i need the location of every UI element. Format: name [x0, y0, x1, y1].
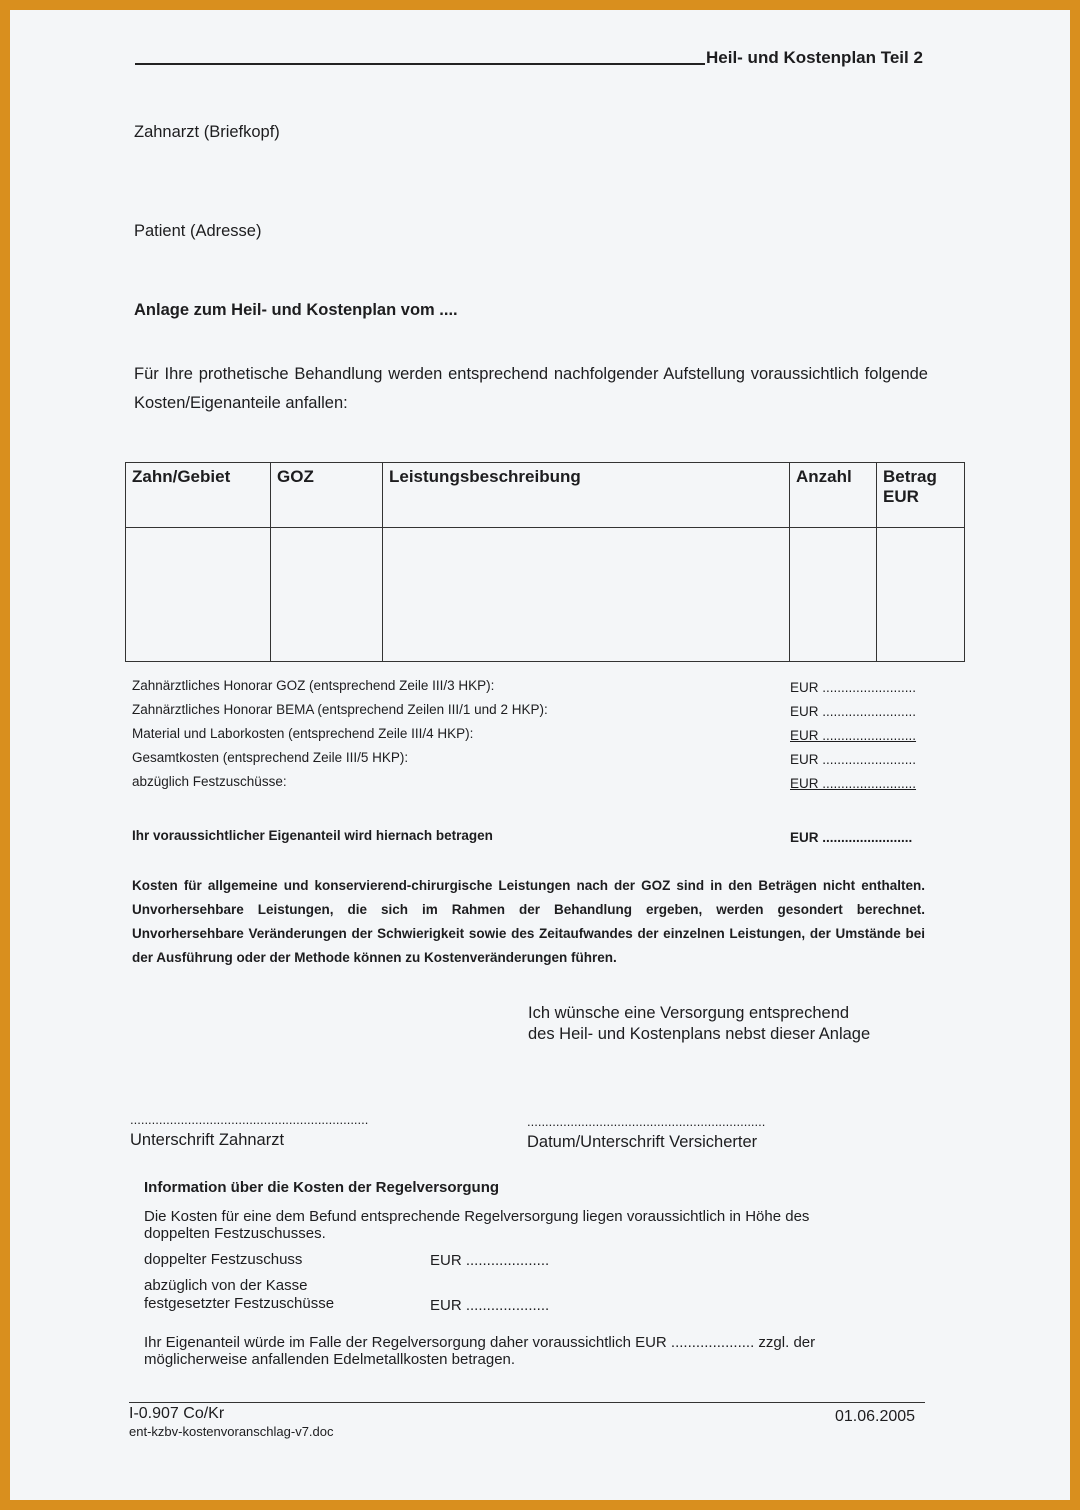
own-share-label: Ihr voraussichtlicher Eigenanteil wird hiernach betragen — [132, 828, 493, 843]
own-share-text-line: möglicherweise anfallenden Edelmetallkosten betragen. — [144, 1351, 516, 1368]
own-share-value[interactable]: EUR ........................ — [790, 830, 913, 845]
cost-disclaimer-note: Kosten für allgemeine und konservierend-chirurgische Leistungen nach der GOZ sind in den Beträgen nicht enthalten. Unvorhersehbare Leistungen, die sich im Rahmen der Behandlung ergeben, werden gesondert berechnet. Unvorhersehbare Veränderungen der Schwierigkeit sowie des Zeitaufwandes der einzelnen Leistungen, der Umstände bei der Ausführung oder der Methode können zu Kostenveränderungen führen. — [132, 878, 925, 965]
deduct-label-line: festgesetzter Festzuschüsse — [144, 1295, 335, 1312]
cell-goz[interactable] — [271, 528, 383, 662]
dentist-letterhead-label: Zahnarzt (Briefkopf) — [134, 123, 280, 141]
cell-amount[interactable] — [877, 528, 965, 662]
column-header-goz: GOZ — [271, 463, 383, 528]
column-header-tooth: Zahn/Gebiet — [126, 463, 271, 528]
cost-line-value[interactable]: EUR ......................... — [790, 776, 917, 791]
double-subsidy-value[interactable]: EUR .................... — [430, 1252, 550, 1269]
footer-rule — [129, 1402, 925, 1403]
insured-signature-field[interactable]: .................................................................. — [527, 1114, 766, 1129]
cost-line-value[interactable]: EUR ......................... — [790, 704, 917, 719]
consent-line: Ich wünsche eine Versorgung entsprechend — [528, 1004, 850, 1022]
cell-quantity[interactable] — [790, 528, 877, 662]
info-text — [144, 1208, 809, 1242]
own-share-text-line: Ihr Eigenanteil würde im Falle der Regelversorgung daher voraussichtlich EUR .................... zzgl. der — [144, 1334, 816, 1351]
consent-line: des Heil- und Kostenplans nebst dieser Anlage — [528, 1025, 871, 1043]
cost-line-goz — [132, 678, 926, 698]
cost-line-material — [132, 726, 926, 746]
info-text-line: Die Kosten für eine dem Befund entsprechende Regelversorgung liegen voraussichtlich in Höhe des — [144, 1208, 810, 1225]
column-header-quantity: Anzahl — [790, 463, 877, 528]
cost-line-total — [132, 750, 926, 770]
cost-line-label: abzüglich Festzuschüsse: — [132, 774, 287, 789]
deduct-label-line: abzüglich von der Kasse — [144, 1277, 308, 1294]
cost-table — [125, 462, 965, 662]
cost-line-label: Gesamtkosten (entsprechend Zeile III/5 HKP): — [132, 750, 409, 765]
info-text-line: doppelten Festzuschusses. — [144, 1225, 326, 1242]
deduct-subsidy-value[interactable]: EUR .................... — [430, 1297, 550, 1314]
cost-line-label: Material und Laborkosten (entsprechend Zeile III/4 HKP): — [132, 726, 474, 741]
header-rule — [135, 63, 705, 65]
dentist-signature-label: Unterschrift Zahnarzt — [130, 1131, 285, 1149]
cost-line-value[interactable]: EUR ......................... — [790, 752, 917, 767]
cost-line-bema — [132, 702, 926, 722]
own-share-line — [132, 828, 926, 848]
dentist-signature-field[interactable]: .................................................................. — [130, 1112, 369, 1127]
footer-filename: ent-kzbv-kostenvoranschlag-v7.doc — [129, 1424, 334, 1439]
column-header-description: Leistungsbeschreibung — [383, 463, 790, 528]
consent-statement — [528, 1003, 870, 1045]
table-header-row — [126, 463, 965, 528]
cell-description[interactable] — [383, 528, 790, 662]
column-header-amount: Betrag EUR — [877, 463, 965, 528]
footer-date: 01.06.2005 — [835, 1408, 916, 1425]
patient-address-label: Patient (Adresse) — [134, 222, 262, 240]
cost-line-value[interactable]: EUR ......................... — [790, 728, 917, 743]
double-subsidy-label: doppelter Festzuschuss — [144, 1251, 303, 1268]
cost-line-subsidies — [132, 774, 926, 794]
document-page — [10, 10, 1070, 1500]
insured-signature-label: Datum/Unterschrift Versicherter — [527, 1133, 758, 1151]
intro-text: Für Ihre prothetische Behandlung werden entsprechend nachfolgender Aufstellung voraussichtlich folgende Kosten/Eigenanteile anfallen: — [134, 365, 928, 412]
deduct-subsidy-label — [144, 1277, 334, 1313]
footer-code: I-0.907 Co/Kr — [129, 1405, 225, 1422]
table-row — [126, 528, 965, 662]
cost-line-value[interactable]: EUR ......................... — [790, 680, 917, 695]
page-title: Heil- und Kostenplan Teil 2 — [706, 48, 923, 67]
info-title: Information über die Kosten der Regelversorgung — [144, 1179, 500, 1196]
cost-line-label: Zahnärztliches Honorar GOZ (entsprechend Zeile III/3 HKP): — [132, 678, 495, 693]
cost-line-label: Zahnärztliches Honorar BEMA (entsprechend Zeilen III/1 und 2 HKP): — [132, 702, 548, 717]
annex-title: Anlage zum Heil- und Kostenplan vom .... — [134, 301, 458, 319]
standard-own-share-text — [144, 1334, 815, 1368]
cell-tooth[interactable] — [126, 528, 271, 662]
